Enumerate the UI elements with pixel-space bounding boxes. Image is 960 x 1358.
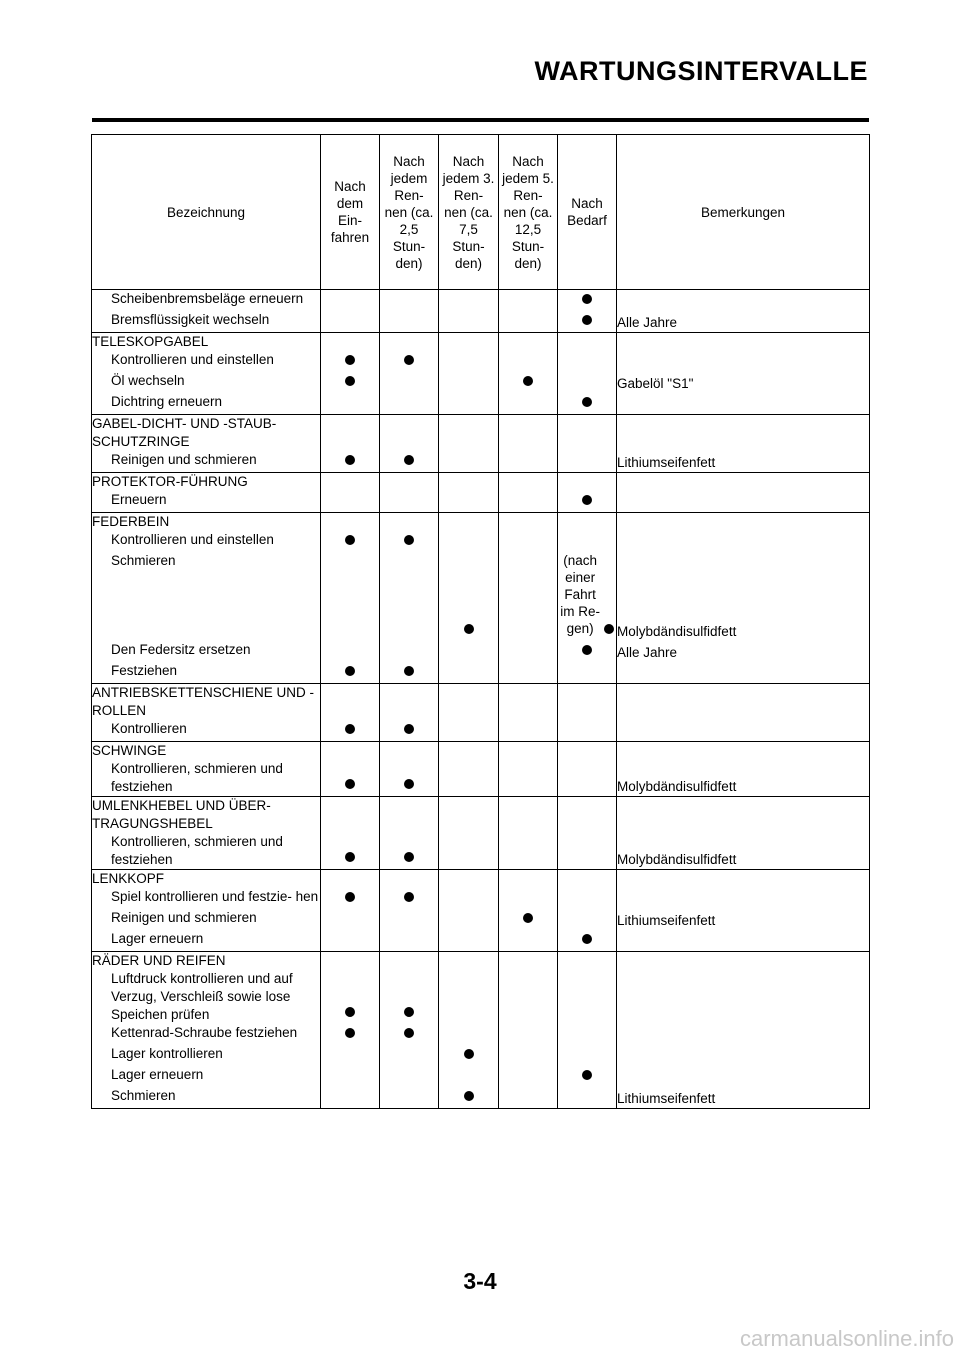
interval-cell xyxy=(439,290,499,312)
item-label: Öl wechseln xyxy=(92,372,321,393)
item-label: Kontrollieren und einstellen xyxy=(92,351,321,372)
interval-dot-icon xyxy=(582,315,592,325)
table-row xyxy=(92,393,870,415)
interval-cell xyxy=(499,930,558,952)
table-row xyxy=(92,742,870,761)
interval-cell xyxy=(499,473,558,492)
remark-cell xyxy=(617,393,870,415)
remark-cell xyxy=(617,1045,870,1066)
interval-cell xyxy=(321,662,380,684)
interval-cell xyxy=(321,415,380,452)
interval-cell xyxy=(558,888,617,909)
interval-cell xyxy=(558,351,617,372)
interval-dot-icon xyxy=(464,1091,474,1101)
interval-cell xyxy=(439,491,499,513)
table-row xyxy=(92,531,870,552)
group-heading: SCHWINGE xyxy=(92,742,321,761)
interval-cell xyxy=(558,1087,617,1109)
interval-cell xyxy=(558,393,617,415)
remark-cell xyxy=(617,473,870,492)
interval-dot-icon xyxy=(345,852,355,862)
item-label: Luftdruck kontrollieren und auf Verzug, Verschleiß sowie lose Speichen prüfen xyxy=(92,970,321,1024)
interval-cell xyxy=(558,451,617,473)
interval-cell xyxy=(380,451,439,473)
interval-cell xyxy=(439,662,499,684)
table-row xyxy=(92,684,870,721)
item-label: Kontrollieren xyxy=(92,720,321,742)
interval-cell xyxy=(558,552,617,641)
interval-dot-icon xyxy=(404,1007,414,1017)
interval-cell xyxy=(558,641,617,662)
item-label: Scheibenbremsbeläge erneuern xyxy=(92,290,321,312)
interval-dot-icon xyxy=(345,892,355,902)
interval-cell xyxy=(380,888,439,909)
table-row xyxy=(92,491,870,513)
group-heading: FEDERBEIN xyxy=(92,513,321,532)
remark-cell xyxy=(617,870,870,889)
interval-dot-icon xyxy=(582,397,592,407)
interval-cell xyxy=(380,351,439,372)
item-label: Bremsflüssigkeit wechseln xyxy=(92,311,321,333)
interval-cell xyxy=(499,1045,558,1066)
interval-cell xyxy=(439,1045,499,1066)
item-label: Kontrollieren und einstellen xyxy=(92,531,321,552)
interval-cell xyxy=(321,1045,380,1066)
interval-cell xyxy=(380,742,439,761)
table-row xyxy=(92,1024,870,1045)
interval-cell xyxy=(439,513,499,532)
remark-cell: Lithiumseifenfett xyxy=(617,1087,870,1109)
remark-cell xyxy=(617,684,870,721)
interval-dot-icon xyxy=(582,495,592,505)
remark-cell xyxy=(617,531,870,552)
remark-cell xyxy=(617,970,870,1024)
interval-cell xyxy=(439,1066,499,1087)
interval-cell xyxy=(499,451,558,473)
interval-cell xyxy=(558,952,617,971)
interval-cell xyxy=(380,760,439,797)
interval-cell xyxy=(558,870,617,889)
remark-cell xyxy=(617,952,870,971)
page-title: WARTUNGSINTERVALLE xyxy=(534,56,868,86)
interval-dot-icon xyxy=(582,645,592,655)
interval-note: (nach einer Fahrt im Re- gen) xyxy=(560,553,600,636)
interval-cell xyxy=(439,760,499,797)
table-row xyxy=(92,760,870,797)
interval-cell xyxy=(558,1066,617,1087)
interval-cell xyxy=(499,513,558,532)
table-row xyxy=(92,833,870,870)
interval-cell xyxy=(499,797,558,834)
interval-cell xyxy=(321,641,380,662)
remark-cell xyxy=(617,662,870,684)
interval-cell xyxy=(380,952,439,971)
interval-cell xyxy=(439,833,499,870)
header-nach-bedarf: Nach Bedarf xyxy=(558,135,617,290)
interval-cell xyxy=(439,888,499,909)
interval-cell xyxy=(321,833,380,870)
interval-cell xyxy=(558,513,617,532)
interval-cell xyxy=(558,970,617,1024)
table-row xyxy=(92,1087,870,1109)
interval-cell xyxy=(321,290,380,312)
interval-cell xyxy=(439,970,499,1024)
item-label: Reinigen und schmieren xyxy=(92,451,321,473)
interval-cell xyxy=(380,531,439,552)
interval-cell xyxy=(439,531,499,552)
interval-cell xyxy=(439,797,499,834)
item-label: Erneuern xyxy=(92,491,321,513)
interval-cell xyxy=(558,1024,617,1045)
interval-cell xyxy=(558,333,617,352)
group-heading: PROTEKTOR-FÜHRUNG xyxy=(92,473,321,492)
interval-cell xyxy=(380,870,439,889)
interval-cell xyxy=(321,930,380,952)
interval-cell xyxy=(558,797,617,834)
interval-dot-icon xyxy=(582,1070,592,1080)
interval-dot-icon xyxy=(404,779,414,789)
interval-dot-icon xyxy=(345,1007,355,1017)
interval-cell xyxy=(380,641,439,662)
table-row xyxy=(92,333,870,352)
interval-cell xyxy=(499,415,558,452)
interval-cell xyxy=(321,333,380,352)
interval-cell xyxy=(321,720,380,742)
item-label: Lager erneuern xyxy=(92,930,321,952)
interval-cell xyxy=(321,531,380,552)
interval-cell xyxy=(321,552,380,641)
item-label: Kontrollieren, schmieren und festziehen xyxy=(92,833,321,870)
item-label: Lager kontrollieren xyxy=(92,1045,321,1066)
interval-cell xyxy=(380,552,439,641)
interval-cell xyxy=(321,351,380,372)
remark-cell: Molybdändisulfidfett xyxy=(617,833,870,870)
interval-cell xyxy=(439,415,499,452)
header-bezeichnung: Bezeichnung xyxy=(92,135,321,290)
interval-dot-icon xyxy=(464,1049,474,1059)
table-row xyxy=(92,290,870,312)
interval-cell xyxy=(321,952,380,971)
interval-cell xyxy=(499,952,558,971)
group-heading: GABEL-DICHT- UND -STAUB- SCHUTZRINGE xyxy=(92,415,321,452)
interval-cell xyxy=(439,333,499,352)
interval-cell xyxy=(558,415,617,452)
interval-cell xyxy=(380,372,439,393)
remark-cell: Molybdändisulfidfett xyxy=(617,760,870,797)
interval-cell xyxy=(558,491,617,513)
group-heading: UMLENKHEBEL UND ÜBER- TRAGUNGSHEBEL xyxy=(92,797,321,834)
item-label: Dichtring erneuern xyxy=(92,393,321,415)
interval-cell xyxy=(321,1024,380,1045)
interval-dot-icon xyxy=(404,455,414,465)
interval-cell xyxy=(380,311,439,333)
interval-cell xyxy=(558,930,617,952)
interval-cell xyxy=(321,684,380,721)
interval-dot-icon xyxy=(404,666,414,676)
remark-cell xyxy=(617,742,870,761)
group-heading: RÄDER UND REIFEN xyxy=(92,952,321,971)
table-row xyxy=(92,372,870,393)
remark-cell xyxy=(617,491,870,513)
interval-cell xyxy=(558,372,617,393)
interval-dot-icon xyxy=(345,666,355,676)
interval-dot-icon xyxy=(345,535,355,545)
interval-cell xyxy=(499,372,558,393)
interval-cell xyxy=(499,970,558,1024)
interval-cell xyxy=(321,742,380,761)
interval-cell xyxy=(499,290,558,312)
interval-cell xyxy=(321,473,380,492)
interval-dot-icon xyxy=(345,724,355,734)
interval-cell xyxy=(439,1087,499,1109)
table-row xyxy=(92,552,870,641)
interval-cell xyxy=(380,1087,439,1109)
interval-cell xyxy=(558,760,617,797)
remark-cell xyxy=(617,333,870,352)
interval-cell xyxy=(439,451,499,473)
interval-dot-icon xyxy=(523,376,533,386)
interval-cell xyxy=(321,888,380,909)
table-row xyxy=(92,513,870,532)
interval-cell xyxy=(439,372,499,393)
interval-cell xyxy=(439,742,499,761)
interval-cell xyxy=(380,833,439,870)
table-row xyxy=(92,970,870,1024)
interval-cell xyxy=(439,684,499,721)
interval-dot-icon xyxy=(404,1028,414,1038)
interval-cell xyxy=(499,641,558,662)
interval-cell xyxy=(499,1087,558,1109)
table-row xyxy=(92,451,870,473)
interval-cell xyxy=(380,1066,439,1087)
interval-cell xyxy=(499,833,558,870)
interval-cell xyxy=(380,290,439,312)
interval-dot-icon xyxy=(345,455,355,465)
table-row xyxy=(92,930,870,952)
interval-cell xyxy=(321,870,380,889)
table-row xyxy=(92,1045,870,1066)
interval-cell xyxy=(558,473,617,492)
interval-cell xyxy=(558,833,617,870)
interval-cell xyxy=(380,393,439,415)
table-row xyxy=(92,888,870,909)
item-label: Lager erneuern xyxy=(92,1066,321,1087)
remark-cell xyxy=(617,415,870,452)
interval-cell xyxy=(558,290,617,312)
header-jedes-5-rennen: Nach jedem 5. Ren- nen (ca. 12,5 Stun- den) xyxy=(499,135,558,290)
table-header-row xyxy=(92,135,870,290)
item-label: Reinigen und schmieren xyxy=(92,909,321,930)
title-rule xyxy=(92,118,869,122)
interval-dot-icon xyxy=(345,355,355,365)
interval-cell xyxy=(499,552,558,641)
item-label: Kettenrad-Schraube festziehen xyxy=(92,1024,321,1045)
interval-cell xyxy=(321,451,380,473)
interval-cell xyxy=(499,760,558,797)
interval-cell xyxy=(380,930,439,952)
table-row xyxy=(92,311,870,333)
table-row xyxy=(92,952,870,971)
item-label: Kontrollieren, schmieren und festziehen xyxy=(92,760,321,797)
remark-cell xyxy=(617,930,870,952)
interval-cell xyxy=(558,662,617,684)
interval-cell xyxy=(499,531,558,552)
maintenance-table xyxy=(91,134,870,1109)
interval-cell xyxy=(439,393,499,415)
item-label: Schmieren xyxy=(92,552,321,641)
interval-dot-icon xyxy=(404,535,414,545)
interval-cell xyxy=(439,952,499,971)
remark-cell xyxy=(617,513,870,532)
interval-cell xyxy=(380,970,439,1024)
interval-dot-icon xyxy=(345,376,355,386)
interval-cell xyxy=(558,742,617,761)
interval-dot-icon xyxy=(582,934,592,944)
group-heading: LENKKOPF xyxy=(92,870,321,889)
remark-cell xyxy=(617,720,870,742)
interval-dot-icon xyxy=(464,624,474,634)
table-row xyxy=(92,641,870,662)
interval-cell xyxy=(439,473,499,492)
watermark: carmanualsonline.info xyxy=(739,1326,954,1351)
interval-cell xyxy=(558,684,617,721)
table-row xyxy=(92,415,870,452)
interval-dot-icon xyxy=(404,355,414,365)
item-label: Den Federsitz ersetzen xyxy=(92,641,321,662)
interval-cell xyxy=(558,1045,617,1066)
interval-cell xyxy=(321,513,380,532)
remark-cell: Lithiumseifenfett xyxy=(617,909,870,930)
table-row xyxy=(92,1066,870,1087)
interval-cell xyxy=(558,311,617,333)
interval-cell xyxy=(499,742,558,761)
interval-cell xyxy=(439,552,499,641)
table-row xyxy=(92,351,870,372)
interval-dot-icon xyxy=(404,724,414,734)
remark-cell: Alle Jahre xyxy=(617,641,870,662)
interval-cell xyxy=(499,684,558,721)
interval-cell xyxy=(439,351,499,372)
interval-cell xyxy=(380,415,439,452)
remark-cell: Alle Jahre xyxy=(617,311,870,333)
interval-cell xyxy=(499,870,558,889)
interval-cell xyxy=(439,1024,499,1045)
interval-cell xyxy=(499,720,558,742)
remark-cell: Gabelöl "S1" xyxy=(617,372,870,393)
interval-cell xyxy=(558,909,617,930)
remark-cell xyxy=(617,351,870,372)
group-heading: TELESKOPGABEL xyxy=(92,333,321,352)
item-label: Schmieren xyxy=(92,1087,321,1109)
remark-cell xyxy=(617,797,870,834)
interval-cell xyxy=(439,909,499,930)
interval-dot-icon xyxy=(404,892,414,902)
interval-dot-icon xyxy=(345,1028,355,1038)
interval-cell xyxy=(321,372,380,393)
interval-cell xyxy=(380,720,439,742)
interval-cell xyxy=(380,491,439,513)
interval-cell xyxy=(499,662,558,684)
interval-cell xyxy=(321,970,380,1024)
table-body xyxy=(92,290,870,1109)
page-number: 3-4 xyxy=(463,1268,497,1294)
table-row xyxy=(92,797,870,834)
table-row xyxy=(92,720,870,742)
interval-cell xyxy=(439,870,499,889)
group-heading: ANTRIEBSKETTENSCHIENE UND - ROLLEN xyxy=(92,684,321,721)
remark-cell xyxy=(617,290,870,312)
header-nach-einfahren: Nach dem Ein- fahren xyxy=(321,135,380,290)
interval-cell xyxy=(439,930,499,952)
interval-dot-icon xyxy=(523,913,533,923)
interval-cell xyxy=(558,531,617,552)
interval-dot-icon xyxy=(345,779,355,789)
interval-cell xyxy=(380,1024,439,1045)
interval-cell xyxy=(439,641,499,662)
header-bemerkungen: Bemerkungen xyxy=(617,135,870,290)
interval-cell xyxy=(380,333,439,352)
interval-dot-icon xyxy=(404,852,414,862)
remark-cell: Molybdändisulfidfett xyxy=(617,552,870,641)
interval-cell xyxy=(321,760,380,797)
interval-cell xyxy=(499,351,558,372)
interval-cell xyxy=(499,311,558,333)
interval-cell xyxy=(499,888,558,909)
interval-cell xyxy=(321,1087,380,1109)
interval-cell xyxy=(499,393,558,415)
interval-cell xyxy=(321,1066,380,1087)
interval-cell xyxy=(321,909,380,930)
interval-cell xyxy=(321,311,380,333)
item-label: Festziehen xyxy=(92,662,321,684)
interval-cell xyxy=(499,333,558,352)
interval-cell xyxy=(499,1024,558,1045)
item-label: Spiel kontrollieren und festzie- hen xyxy=(92,888,321,909)
table-row xyxy=(92,909,870,930)
remark-cell xyxy=(617,1024,870,1045)
interval-cell xyxy=(380,662,439,684)
interval-cell xyxy=(439,720,499,742)
remark-cell xyxy=(617,888,870,909)
interval-cell xyxy=(321,797,380,834)
table-row xyxy=(92,662,870,684)
interval-dot-icon xyxy=(582,294,592,304)
interval-cell xyxy=(380,1045,439,1066)
remark-cell: Lithiumseifenfett xyxy=(617,451,870,473)
interval-cell xyxy=(380,513,439,532)
interval-cell xyxy=(499,491,558,513)
interval-cell xyxy=(380,684,439,721)
interval-cell xyxy=(380,473,439,492)
remark-cell xyxy=(617,1066,870,1087)
table-row xyxy=(92,473,870,492)
header-jedes-3-rennen: Nach jedem 3. Ren- nen (ca. 7,5 Stun- den) xyxy=(439,135,499,290)
interval-cell xyxy=(321,393,380,415)
interval-cell xyxy=(380,797,439,834)
interval-cell xyxy=(321,491,380,513)
header-jedes-rennen: Nach jedem Ren- nen (ca. 2,5 Stun- den) xyxy=(380,135,439,290)
interval-dot-icon xyxy=(604,624,614,634)
interval-cell xyxy=(380,909,439,930)
table-row xyxy=(92,870,870,889)
interval-cell xyxy=(499,909,558,930)
interval-cell xyxy=(439,311,499,333)
interval-cell xyxy=(499,1066,558,1087)
interval-cell xyxy=(558,720,617,742)
